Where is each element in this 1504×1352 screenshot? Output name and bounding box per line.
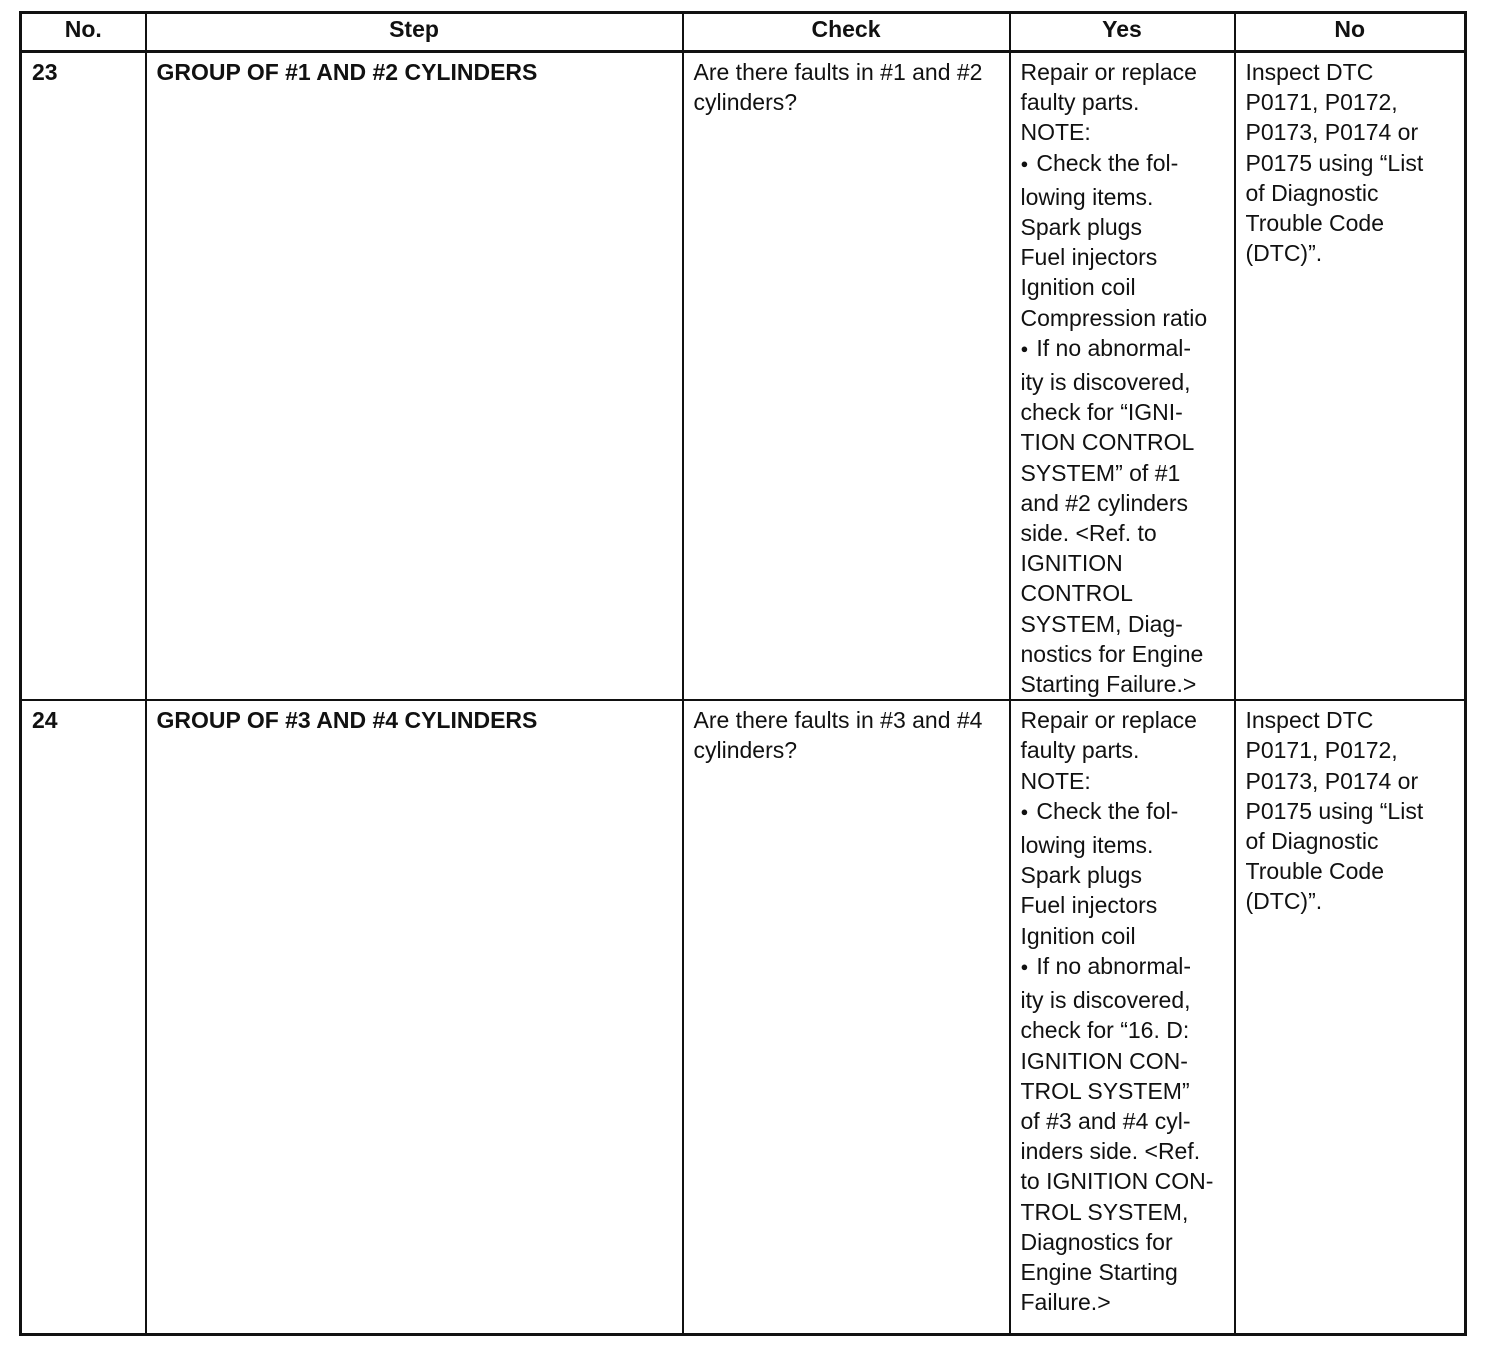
step-number: 23 bbox=[21, 52, 146, 701]
no-line: (DTC)”. bbox=[1245, 888, 1323, 915]
no-line: Trouble Code bbox=[1245, 210, 1385, 237]
header-no: No. bbox=[21, 13, 146, 52]
yes-bullet-line: ● If no abnormal- bbox=[1021, 333, 1226, 367]
yes-line: Repair or replace bbox=[1020, 707, 1197, 734]
yes-line: SYSTEM” of #1 bbox=[1020, 459, 1181, 486]
yes-line: ity is discovered, bbox=[1020, 987, 1191, 1014]
step-title: GROUP OF #3 AND #4 CYLINDERS bbox=[146, 700, 683, 1335]
check-question: Are there faults in #1 and #2 cylinders? bbox=[683, 52, 1010, 701]
header-yes: Yes bbox=[1010, 13, 1235, 52]
yes-line: IGNITION bbox=[1020, 550, 1123, 577]
no-line: P0175 using “List bbox=[1245, 149, 1424, 176]
yes-line: faulty parts. bbox=[1020, 737, 1140, 764]
no-line: P0173, P0174 or bbox=[1245, 767, 1419, 794]
yes-line: IGNITION CON- bbox=[1020, 1047, 1188, 1074]
yes-line: check for “16. D: bbox=[1020, 1017, 1190, 1044]
yes-line: SYSTEM, Diag- bbox=[1020, 610, 1183, 637]
yes-line: TROL SYSTEM, bbox=[1020, 1198, 1189, 1225]
header-row bbox=[21, 13, 1466, 52]
yes-line: NOTE: bbox=[1020, 119, 1091, 146]
header-no-result: No bbox=[1235, 13, 1466, 52]
check-question: Are there faults in #3 and #4 cylinders? bbox=[683, 700, 1010, 1335]
yes-line: NOTE: bbox=[1020, 767, 1091, 794]
yes-line: Fuel injectors bbox=[1020, 244, 1158, 271]
yes-line: Ignition coil bbox=[1020, 922, 1136, 949]
yes-line: Repair or replace bbox=[1020, 59, 1197, 85]
table-row bbox=[21, 700, 1466, 1335]
yes-line: ity is discovered, bbox=[1020, 369, 1191, 396]
no-line: P0173, P0174 or bbox=[1245, 119, 1419, 146]
yes-line: TROL SYSTEM” bbox=[1020, 1077, 1190, 1104]
yes-line: and #2 cylinders bbox=[1020, 489, 1188, 516]
yes-line: lowing items. bbox=[1020, 832, 1154, 859]
yes-line: Diagnostics for bbox=[1020, 1228, 1173, 1255]
yes-line: Spark plugs bbox=[1020, 862, 1142, 889]
step-title: GROUP OF #1 AND #2 CYLINDERS bbox=[146, 52, 683, 701]
no-action bbox=[1235, 52, 1466, 701]
yes-line: of #3 and #4 cyl- bbox=[1020, 1107, 1191, 1134]
no-line: of Diagnostic bbox=[1245, 828, 1379, 855]
yes-line: Compression ratio bbox=[1020, 304, 1208, 331]
table-row bbox=[21, 52, 1466, 701]
yes-line: nostics for Engine bbox=[1020, 640, 1204, 667]
yes-line: Starting Failure.> bbox=[1020, 671, 1197, 698]
yes-line: Engine Starting bbox=[1020, 1258, 1178, 1285]
no-line: Inspect DTC bbox=[1245, 59, 1374, 85]
header-check: Check bbox=[683, 13, 1010, 52]
yes-line: to IGNITION CON- bbox=[1020, 1168, 1214, 1195]
no-line: of Diagnostic bbox=[1245, 179, 1379, 206]
table-header bbox=[21, 13, 1466, 52]
header-step: Step bbox=[146, 13, 683, 52]
no-line: P0171, P0172, bbox=[1245, 737, 1398, 764]
yes-bullet-line: ● Check the fol- bbox=[1021, 148, 1226, 182]
yes-action bbox=[1010, 52, 1235, 701]
no-line: P0171, P0172, bbox=[1245, 89, 1398, 116]
yes-line: CONTROL bbox=[1020, 580, 1133, 607]
yes-line: lowing items. bbox=[1020, 183, 1154, 210]
no-action bbox=[1235, 700, 1466, 1335]
yes-line: Ignition coil bbox=[1020, 274, 1136, 301]
diagnostic-table bbox=[19, 11, 1467, 1336]
no-line: (DTC)”. bbox=[1245, 240, 1323, 267]
yes-line: inders side. <Ref. bbox=[1020, 1138, 1201, 1165]
yes-line: check for “IGNI- bbox=[1020, 399, 1183, 426]
yes-line: Fuel injectors bbox=[1020, 892, 1158, 919]
yes-action bbox=[1010, 700, 1235, 1335]
no-line: P0175 using “List bbox=[1245, 797, 1424, 824]
yes-line: Spark plugs bbox=[1020, 214, 1142, 241]
yes-line: Failure.> bbox=[1020, 1289, 1111, 1316]
yes-bullet-line: ● If no abnormal- bbox=[1021, 951, 1226, 985]
step-number: 24 bbox=[21, 700, 146, 1335]
yes-bullet-line: ● Check the fol- bbox=[1021, 796, 1226, 830]
no-line: Inspect DTC bbox=[1245, 707, 1374, 734]
no-line: Trouble Code bbox=[1245, 858, 1385, 885]
yes-line: TION CONTROL bbox=[1020, 429, 1195, 456]
yes-line: side. <Ref. to bbox=[1020, 520, 1157, 547]
yes-line: faulty parts. bbox=[1020, 89, 1140, 116]
